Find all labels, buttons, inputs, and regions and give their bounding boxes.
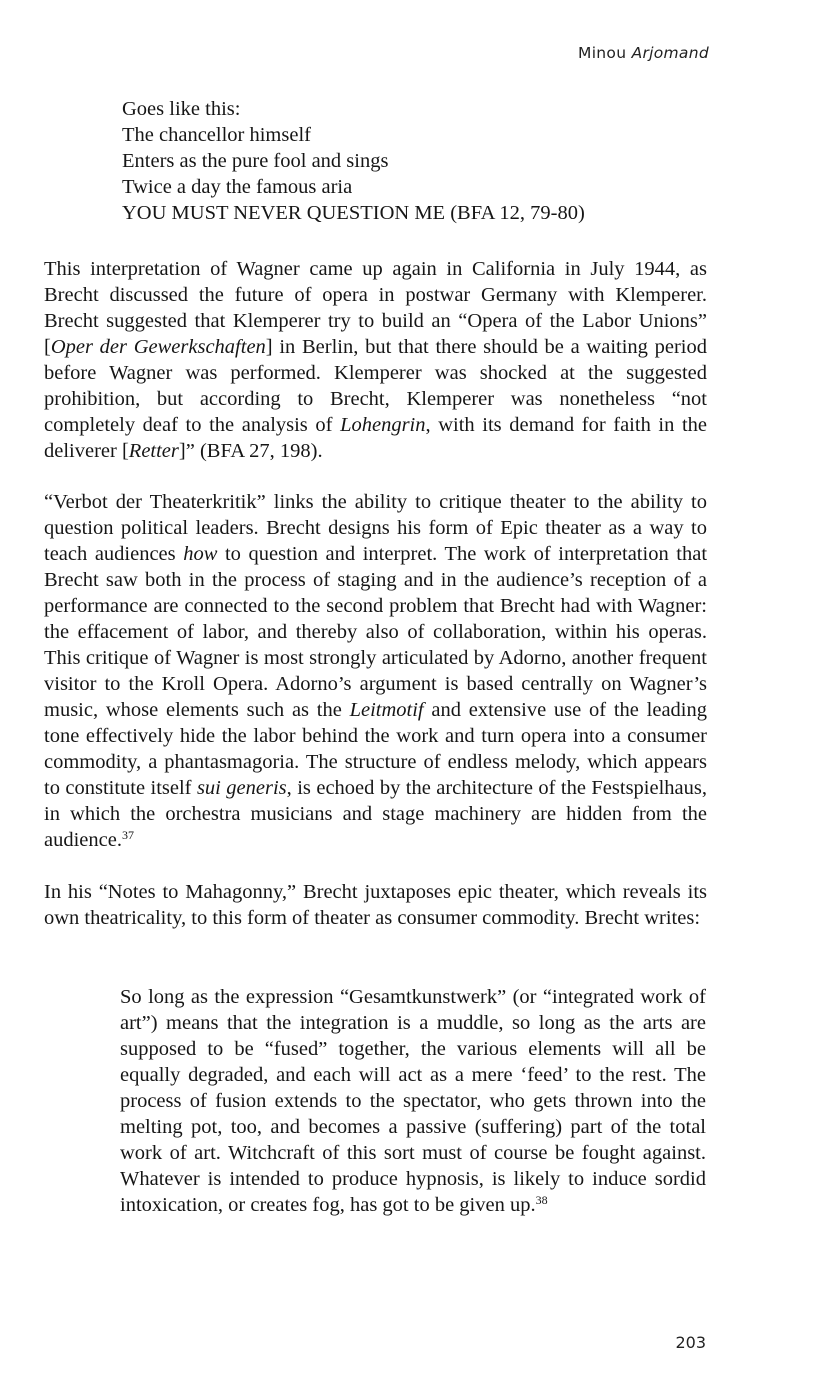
text-run: ] in Berlin, but that there should be a waiting period before Wagner was performed. Klemperer was shocked at the suggested prohibition, but according to Brecht, Klemperer was nonetheless “not completely deaf to the analysis of [44,336,707,436]
paragraph-theaterkritik [44,489,707,853]
page-number: 203 [675,1333,706,1352]
text-run: and extensive use of the leading tone effectively hide the labor behind the work and turn opera into a consumer commodity, a phantasmagoria. The structure of endless melody, which appears to constitute itself [44,699,707,799]
poem-excerpt [122,96,722,226]
poem-line: Twice a day the famous aria [122,176,353,198]
text-run: , is echoed by the architecture of the Festspielhaus, in which the orchestra musicians and stage machinery are hidden from the audience. [44,777,707,851]
poem-line: The chancellor himself [122,124,311,146]
paragraph-wagner-california [44,256,707,464]
paragraph-mahagonny: In his “Notes to Mahagonny,” Brecht juxtaposes epic theater, which reveals its own theatricality, to this form of theater as consumer commodity. Brecht writes: [44,881,707,929]
running-header [578,44,709,62]
header-author-first: Minou [578,44,627,62]
quote-text: So long as the expression “Gesamtkunstwerk” (or “integrated work of art”) means that the integration is a muddle, so long as the arts are supposed to be “fused” together, the various elements will all be equally degraded, and each will act as a mere ‘feed’ to the rest. The process of fusion extends to the spectator, who gets thrown into the melting pot, too, and becomes a passive (suffering) part of the total work of art. Witchcraft of this sort must of course be fought against. Whatever is intended to produce hypnosis, is likely to induce sordid intoxication, or creates fog, has got to be given up. [120,986,706,1216]
header-author-last: Arjomand [631,44,709,62]
text-run: “Verbot der Theaterkritik” links the ability to critique theater to the ability to question political leaders. Brecht designs his form of Epic theater as a way to teach audiences [44,491,707,565]
text-run: , with its demand for faith in the deliverer [ [44,414,708,462]
text-run: This interpretation of Wagner came up again in California in July 1944, as Brecht discussed the future of opera in postwar Germany with Klemperer. Brecht suggested that Klemperer try to build an “Opera of the Labor Unions” [ [44,258,707,358]
italic-term: sui generis [196,777,287,799]
italic-term: how [183,543,218,565]
footnote-marker: 37 [121,828,134,842]
text-run: to question and interpret. The work of interpretation that Brecht saw both in the process of staging and in the audience’s reception of a performance are connected to the second problem that Brecht had with Wagner: the effacement of labor, and thereby also of collaboration, within his operas. This critique of Wagner is most strongly articulated by Adorno, another frequent visitor to the Kroll Opera. Adorno’s argument is based centrally on Wagner’s music, whose elements such as the [44,543,708,721]
text-run: ]” (BFA 27, 198). [178,440,323,462]
italic-term: Retter [128,440,179,462]
block-quote [120,984,706,1218]
italic-term: Oper der Gewerkschaften [50,336,266,358]
poem-line: YOU MUST NEVER QUESTION ME (BFA 12, 79-80) [122,202,585,224]
italic-term: Lohengrin [340,414,426,436]
italic-term: Leitmotif [349,699,424,721]
poem-line: Enters as the pure fool and sings [122,150,389,172]
poem-line: Goes like this: [122,98,241,120]
footnote-marker: 38 [535,1193,548,1207]
